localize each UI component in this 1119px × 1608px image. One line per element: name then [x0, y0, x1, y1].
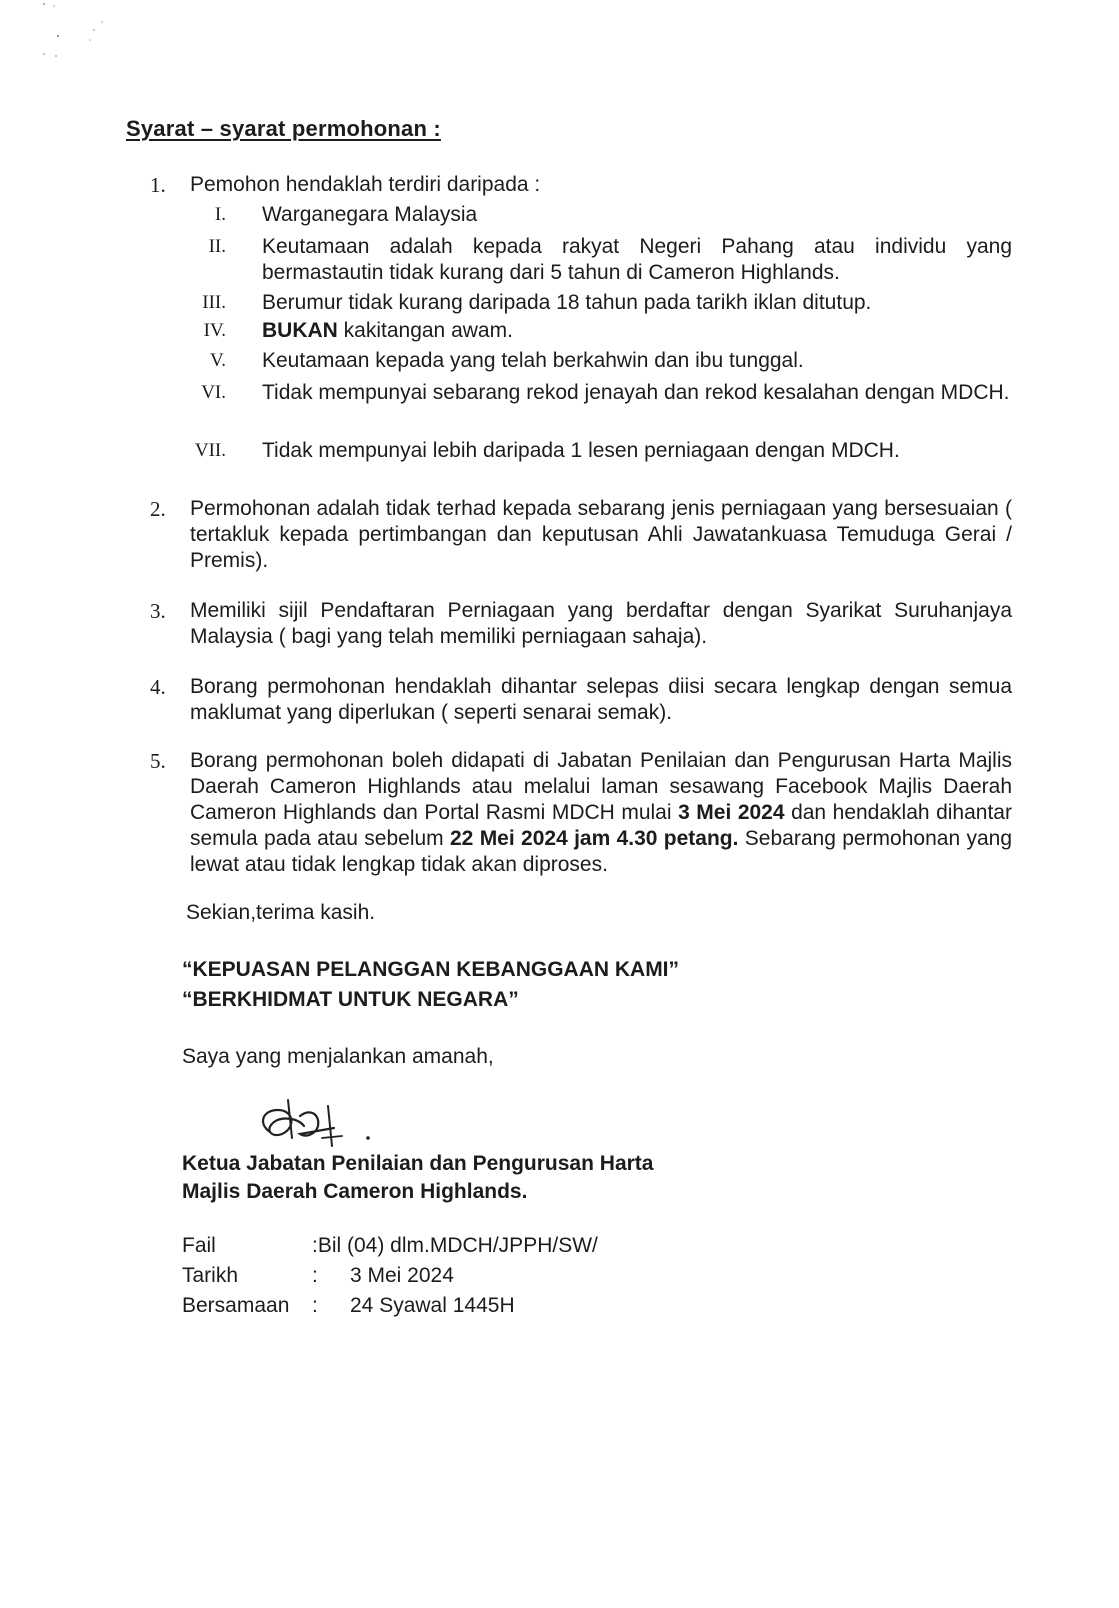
list-item-1	[150, 172, 1012, 198]
signer-block	[182, 1150, 653, 1206]
sub-item-text: Tidak mempunyai sebarang rekod jenayah dan rekod kesalahan dengan MDCH.	[262, 381, 1010, 404]
ref-label: Fail	[182, 1234, 216, 1257]
sub-item-numeral: IV.	[203, 320, 226, 341]
sub-item-numeral: II.	[208, 236, 226, 257]
list-item-text: Pemohon hendaklah terdiri daripada :	[190, 173, 541, 196]
list-item-4	[150, 674, 1012, 726]
sub-item-i	[182, 202, 1012, 228]
emphasis-bukan: BUKAN	[262, 319, 338, 342]
ref-label: Bersamaan	[182, 1294, 290, 1317]
list-item-5	[150, 748, 1012, 878]
ref-value: 3 Mei 2024	[350, 1264, 454, 1287]
closing-line: Sekian,terima kasih.	[186, 901, 376, 924]
trust-line: Saya yang menjalankan amanah,	[182, 1045, 494, 1068]
sub-item-iii	[182, 290, 1012, 316]
emphasis-start-date: 3 Mei 2024	[678, 801, 785, 824]
sub-item-text: Keutamaan kepada yang telah berkahwin dan ibu tunggal.	[262, 349, 804, 372]
sub-item-vi	[182, 380, 1012, 406]
signer-title: Ketua Jabatan Penilaian dan Pengurusan Harta	[182, 1152, 654, 1175]
scan-speck-marks	[30, 0, 120, 70]
sub-item-v	[182, 348, 1012, 374]
sub-item-text: Keutamaan adalah kepada rakyat Negeri Pahang atau individu yang bermastautin tidak kurang dari 5 tahun di Cameron Highlands.	[262, 235, 1012, 284]
sub-item-text-rest: kakitangan awam.	[337, 319, 513, 342]
list-item-text: Permohonan adalah tidak terhad kepada sebarang jenis perniagaan yang bersesuaian ( tertakluk kepada pertimbangan dan keputusan Ahli Jawatankuasa Temuduga Gerai / Premis).	[190, 497, 1012, 572]
list-item-2	[150, 496, 1012, 574]
sub-item-text: Tidak mempunyai lebih daripada 1 lesen perniagaan dengan MDCH.	[262, 439, 900, 462]
sub-item-iv	[182, 318, 1012, 344]
list-item-number: 3.	[150, 599, 166, 623]
ref-label: Tarikh	[182, 1264, 239, 1287]
item-5-text-c: Sebarang permohonan yang lewat atau tidak lengkap tidak akan diproses.	[190, 827, 1012, 876]
sub-item-ii	[182, 234, 1012, 286]
section-heading: Syarat – syarat permohonan :	[126, 116, 441, 141]
list-item-text	[190, 748, 1012, 878]
list-item-number: 4.	[150, 675, 166, 699]
ref-value: :Bil (04) dlm.MDCH/JPPH/SW/	[312, 1234, 598, 1257]
sub-item-numeral: VI.	[201, 382, 226, 403]
list-item-number: 2.	[150, 497, 166, 521]
list-item-text: Memiliki sijil Pendaftaran Perniagaan yang berdaftar dengan Syarikat Suruhanjaya Malaysia ( bagi yang telah memiliki perniagaan sahaja).	[190, 599, 1012, 648]
sub-item-vii	[182, 438, 1012, 464]
list-item-3	[150, 598, 1012, 650]
list-item-number: 1.	[150, 173, 166, 197]
ref-colon: :	[312, 1264, 318, 1287]
sub-item-numeral: V.	[209, 350, 226, 371]
emphasis-deadline: 22 Mei 2024 jam 4.30 petang.	[450, 827, 739, 850]
list-item-text: Borang permohonan hendaklah dihantar selepas diisi secara lengkap dengan semua maklumat yang diperlukan ( seperti senarai semak).	[190, 675, 1012, 724]
sub-item-numeral: VII.	[194, 440, 226, 461]
motto-line-1: “KEPUASAN PELANGGAN KEBANGGAAN KAMI”	[182, 958, 680, 981]
item-5-text-b: dan hendaklah dihantar semula pada atau sebelum	[190, 801, 1012, 850]
motto-line-2: “BERKHIDMAT UNTUK NEGARA”	[182, 988, 519, 1011]
sub-item-numeral: III.	[202, 292, 226, 313]
sub-item-text	[262, 318, 1012, 344]
signer-organisation: Majlis Daerah Cameron Highlands.	[182, 1180, 528, 1203]
ref-value: 24 Syawal 1445H	[350, 1294, 515, 1317]
signature-mark	[248, 1094, 388, 1154]
item-5-text-a: Borang permohonan boleh didapati di Jabatan Penilaian dan Pengurusan Harta Majlis Daerah Cameron Highlands atau melalui laman sesawang Facebook Majlis Daerah Cameron Highlands dan Portal Rasmi MDCH mulai	[190, 749, 1012, 824]
sub-item-text: Warganegara Malaysia	[262, 203, 478, 226]
list-item-number: 5.	[150, 749, 166, 773]
ref-colon: :	[312, 1294, 318, 1317]
sub-item-text: Berumur tidak kurang daripada 18 tahun pada tarikh iklan ditutup.	[262, 291, 872, 314]
sub-item-numeral: I.	[214, 204, 226, 225]
